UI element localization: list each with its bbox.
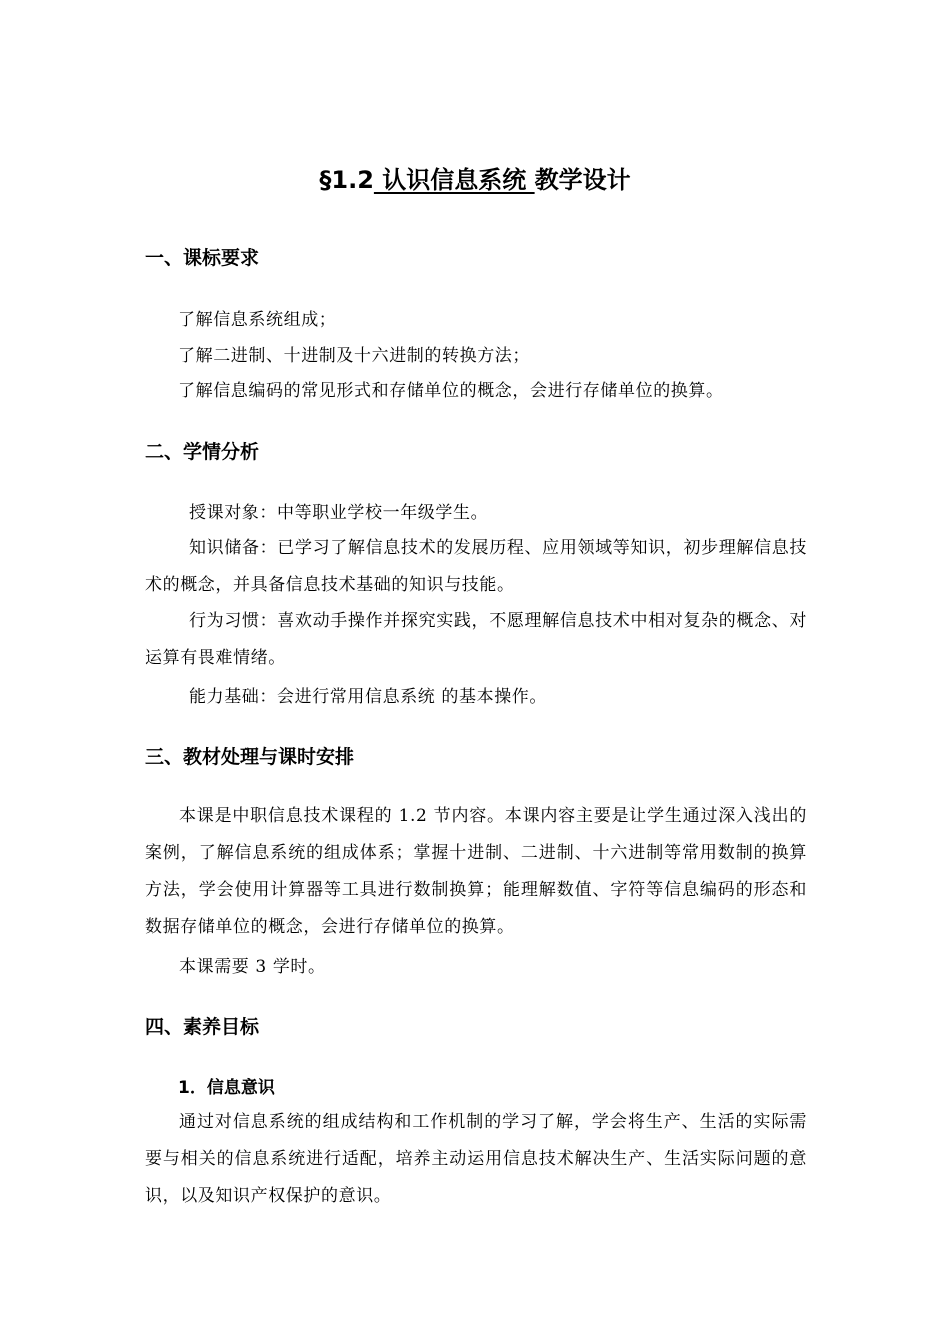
standard-line-3: 了解信息编码的常见形式和存储单位的概念，会进行存储单位的换算。 [178, 381, 724, 401]
student-habits-paragraph: 行为习惯：喜欢动手操作并探究实践，不愿理解信息技术中相对复杂的概念、对运算有畏难情绪。 [145, 611, 807, 668]
page-title [0, 160, 950, 200]
class-hours-line: 本课需要 3 学时。 [179, 957, 326, 977]
section-heading-1: 一、课标要求 [145, 247, 260, 269]
material-paragraph: 本课是中职信息技术课程的 1.2 节内容。本课内容主要是让学生通过深入浅出的案例，了解信息系统的组成体系；掌握十进制、二进制、十六进制等常用数制的换算方法，学会使用计算器等工具进行数制换算；能理解数值、字符等信息编码的形态和数据存储单位的概念，会进行存储单位的换算。 [145, 806, 807, 937]
title-underlined: 认识信息系统 [373, 166, 535, 194]
student-knowledge-paragraph: 知识储备：已学习了解信息技术的发展历程、应用领域等知识，初步理解信息技术的概念，并具备信息技术基础的知识与技能。 [145, 538, 807, 595]
title-suffix: 教学设计 [534, 166, 631, 194]
standard-line-2: 了解二进制、十进制及十六进制的转换方法； [178, 346, 530, 366]
student-ability-line: 能力基础：会进行常用信息系统 的基本操作。 [189, 687, 548, 707]
section-heading-4: 四、素养目标 [145, 1016, 260, 1038]
section-heading-2: 二、学情分析 [145, 441, 260, 463]
title-prefix: §1.2 [319, 166, 374, 194]
information-awareness-paragraph: 通过对信息系统的组成结构和工作机制的学习了解，学会将生产、生活的实际需要与相关的信息系统进行适配，培养主动运用信息技术解决生产、生活实际问题的意识，以及知识产权保护的意识。 [145, 1112, 807, 1206]
student-target-line: 授课对象：中等职业学校一年级学生。 [189, 503, 489, 523]
standard-line-1: 了解信息系统组成； [178, 310, 337, 330]
section-heading-3: 三、教材处理与课时安排 [145, 746, 355, 768]
subsection-heading-1: 1．信息意识 [178, 1078, 275, 1098]
